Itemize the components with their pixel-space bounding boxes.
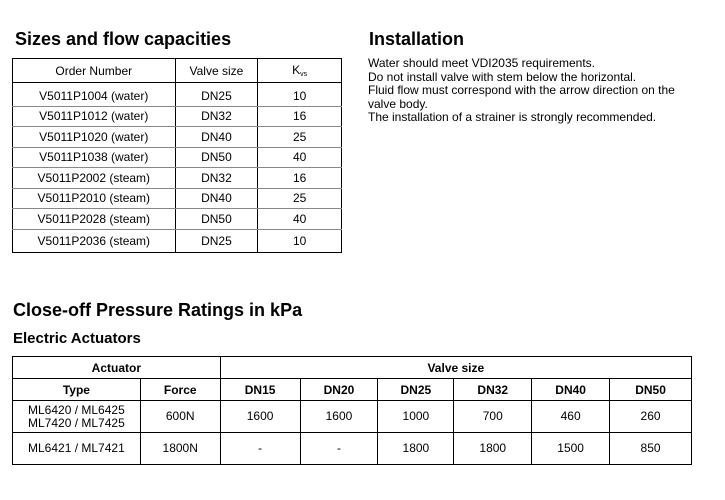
installation-line: Do not install valve with stem below the horizontal. xyxy=(368,69,637,84)
type-header: Type xyxy=(13,379,141,401)
size-header: DN20 xyxy=(300,379,378,401)
installation-line: Water should meet VDI2035 requirements. xyxy=(368,56,595,70)
force-header: Force xyxy=(140,379,220,401)
kvs-header: $K_{vs}$ xyxy=(258,59,342,83)
table-row: V5011P1012 (water) DN32 16 xyxy=(13,106,342,127)
table-row: V5011P1004 (water) DN25 10 xyxy=(13,86,342,106)
size-header: DN40 xyxy=(532,379,610,401)
actuator-force: 1800N xyxy=(140,433,220,465)
table-row: ML6420 / ML6425 ML7420 / ML7425 600N 1600 1600 1000 700 460 260 xyxy=(13,401,692,433)
installation-line: Fluid flow must correspond with the arrow direction on the valve body. xyxy=(368,83,675,111)
order-number-header: Order Number xyxy=(13,59,176,83)
table-row: V5011P1020 (water) DN40 25 xyxy=(13,127,342,148)
actuator-type: ML6421 / ML7421 xyxy=(13,433,141,465)
table-row: V5011P2010 (steam) DN40 25 xyxy=(13,188,342,209)
installation-line: The installation of a strainer is strongly recommended. xyxy=(368,110,657,124)
column-header-row xyxy=(13,379,692,401)
sizes-table xyxy=(12,58,342,253)
size-header: DN50 xyxy=(610,379,692,401)
table-row: ML6421 / ML7421 1800N - - 1800 1800 1500 850 xyxy=(13,433,692,465)
table-row: V5011P2002 (steam) DN32 16 xyxy=(13,168,342,189)
installation-text xyxy=(368,57,688,125)
actuator-type: ML6420 / ML6425 ML7420 / ML7425 xyxy=(13,401,141,433)
sizes-header-row xyxy=(13,59,342,83)
closeoff-table xyxy=(12,356,692,465)
group-header-row xyxy=(13,357,692,379)
size-header: DN25 xyxy=(378,379,454,401)
size-header: DN15 xyxy=(220,379,300,401)
installation-title: Installation xyxy=(369,29,465,49)
table-row: V5011P1038 (water) DN50 40 xyxy=(13,147,342,168)
sizes-title: Sizes and flow capacities xyxy=(15,29,232,49)
actuator-group-header: Actuator xyxy=(13,357,221,379)
table-row: V5011P2028 (steam) DN50 40 xyxy=(13,209,342,230)
size-header: DN32 xyxy=(454,379,532,401)
actuator-force: 600N xyxy=(140,401,220,433)
table-row: V5011P2036 (steam) DN25 10 xyxy=(13,229,342,252)
closeoff-subtitle: Electric Actuators xyxy=(13,330,141,347)
valve-size-group-header: Valve size xyxy=(220,357,691,379)
closeoff-title: Close-off Pressure Ratings in kPa xyxy=(13,300,303,320)
valve-size-header: Valve size xyxy=(175,59,258,83)
